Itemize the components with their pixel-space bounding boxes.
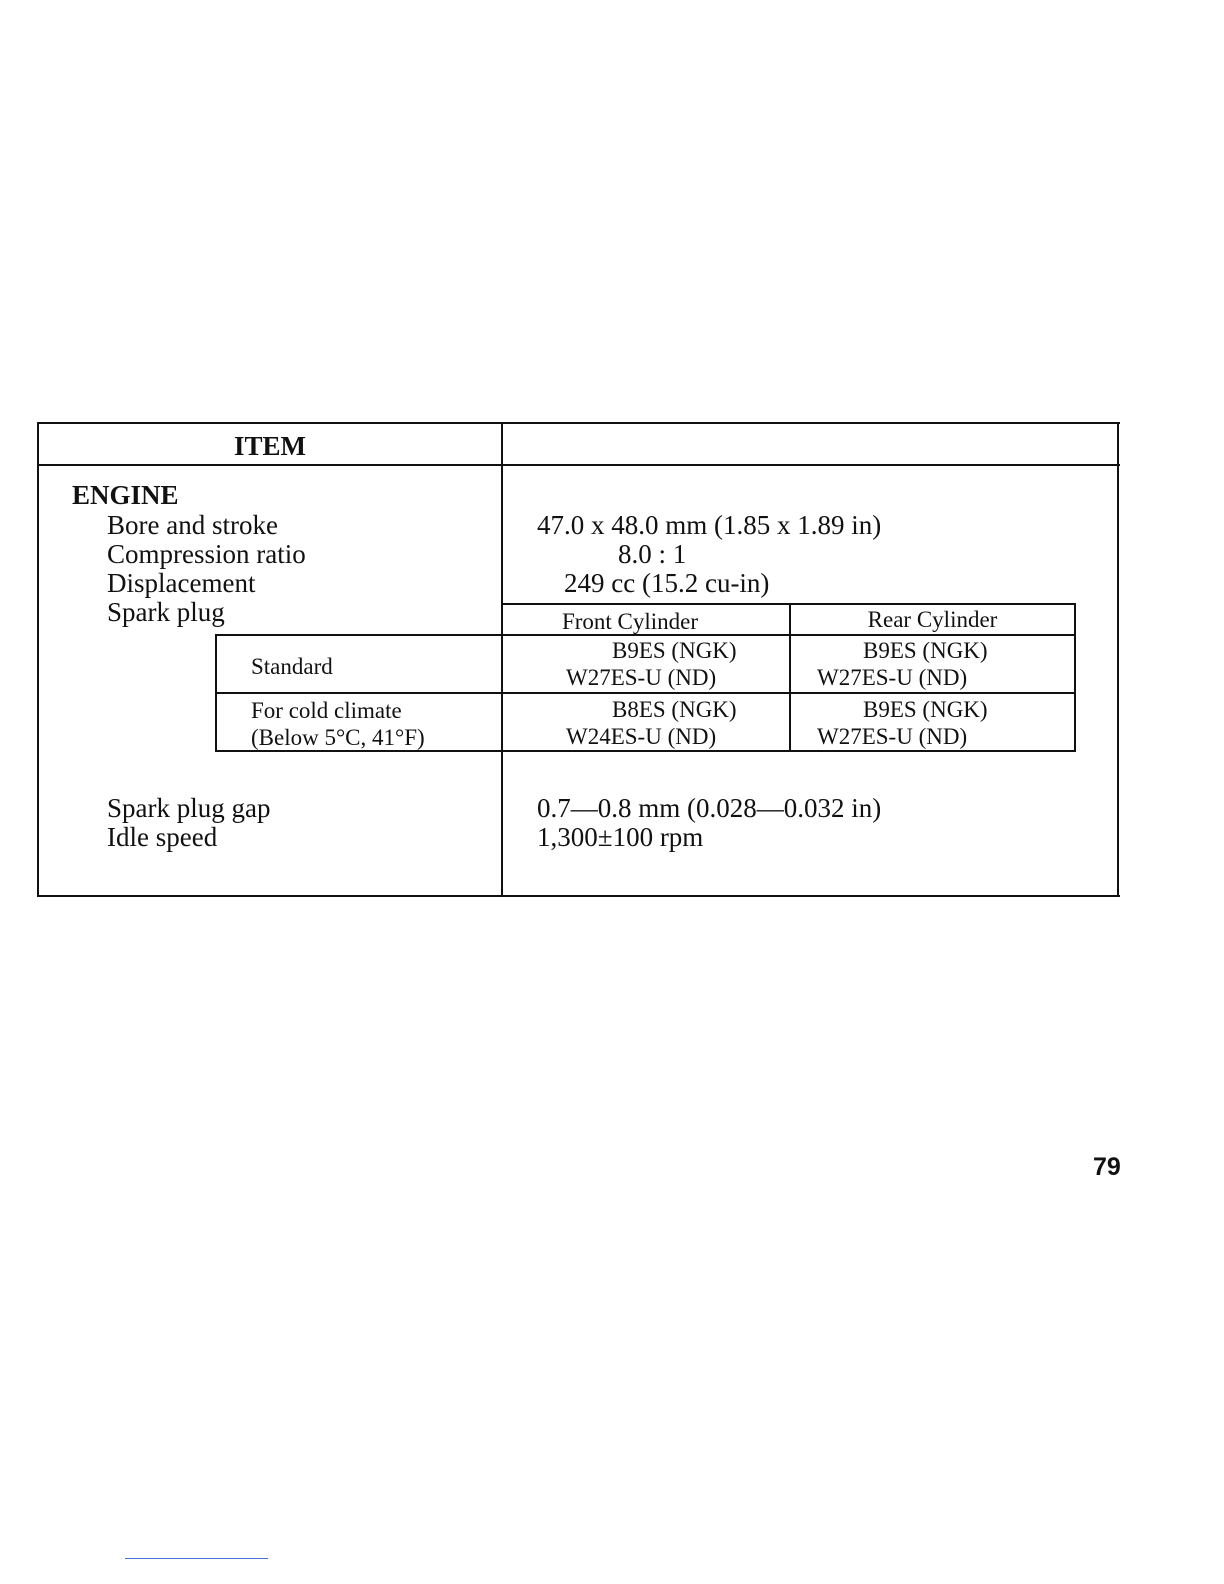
cold-rear-line1: B9ES (NGK) (863, 697, 988, 722)
standard-rear-line1: B9ES (NGK) (863, 638, 988, 663)
value-compression-ratio: 8.0 : 1 (618, 539, 687, 569)
label-spark-plug: Spark plug (107, 597, 225, 627)
column-rear-cylinder: Rear Cylinder (867, 607, 998, 632)
subtable-row-divider (215, 692, 1076, 694)
header-bottom-border (37, 464, 1120, 466)
standard-front-line2: W27ES-U (ND) (566, 665, 717, 690)
value-spark-plug-gap: 0.7—0.8 mm (0.028—0.032 in) (537, 793, 882, 823)
bottom-rule (125, 1558, 268, 1559)
subtable-left-border (215, 634, 217, 751)
table-right-border (1117, 422, 1119, 897)
cold-front-line2: W24ES-U (ND) (566, 724, 717, 749)
standard-front-line1: B9ES (NGK) (612, 638, 737, 663)
table-bottom-border (37, 895, 1120, 897)
label-bore-and-stroke: Bore and stroke (107, 510, 278, 540)
cold-rear-line2: W27ES-U (ND) (817, 724, 968, 749)
value-displacement: 249 cc (15.2 cu-in) (564, 568, 770, 598)
label-spark-plug-gap: Spark plug gap (107, 793, 271, 823)
label-compression-ratio: Compression ratio (107, 539, 306, 569)
label-idle-speed: Idle speed (107, 822, 218, 852)
subtable-right-border (1074, 603, 1076, 751)
label-displacement: Displacement (107, 568, 256, 598)
cold-front-line1: B8ES (NGK) (612, 697, 737, 722)
value-idle-speed: 1,300±100 rpm (537, 822, 704, 852)
item-column-header: ITEM (233, 431, 306, 461)
page-number: 79 (1093, 1153, 1121, 1181)
label-standard: Standard (251, 654, 333, 679)
label-cold-climate-line2: (Below 5°C, 41°F) (251, 725, 425, 750)
label-cold-climate-line1: For cold climate (251, 698, 402, 723)
standard-rear-line2: W27ES-U (ND) (817, 665, 968, 690)
table-top-border (37, 422, 1120, 424)
column-front-cylinder: Front Cylinder (561, 609, 699, 634)
section-title-engine: ENGINE (72, 480, 179, 510)
table-left-border (37, 422, 39, 897)
value-bore-and-stroke: 47.0 x 48.0 mm (1.85 x 1.89 in) (537, 510, 882, 540)
